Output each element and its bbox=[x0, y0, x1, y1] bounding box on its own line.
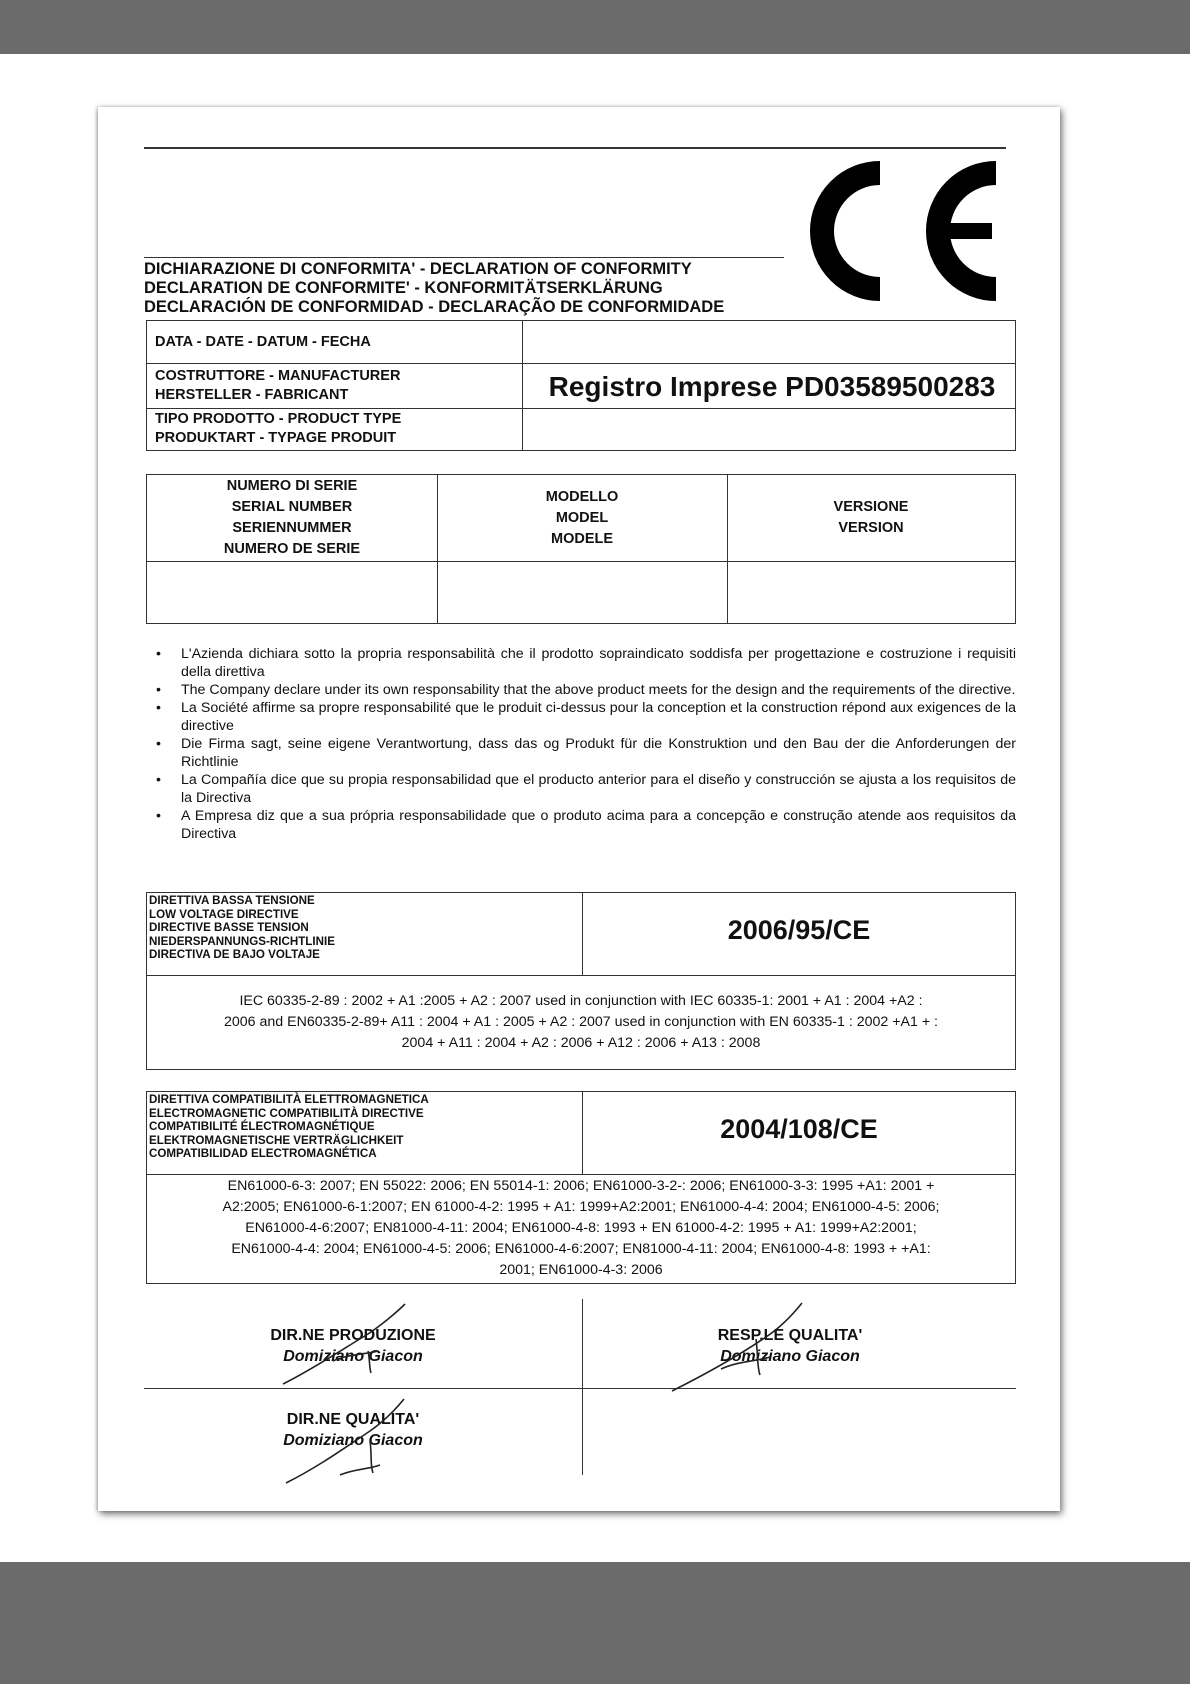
model-header: MODELLO MODEL MODELE bbox=[545, 488, 619, 547]
signature-scribble bbox=[278, 1395, 428, 1485]
emc-directive-table bbox=[146, 1091, 1016, 1284]
declaration-item: • La Compañía dice que su propia responsabilidad que el producto anterior para el diseño y construcción se ajusta a los requisitos de la Directiva bbox=[148, 771, 1016, 807]
version-header: VERSIONE VERSION bbox=[833, 499, 909, 536]
title-line: DECLARATION DE CONFORMITE' - KONFORMITÄTSERKLÄRUNG bbox=[144, 279, 663, 297]
signature-production: DIR.NE PRODUZIONE Domiziano Giacon bbox=[270, 1327, 436, 1365]
bottom-band bbox=[0, 1562, 1190, 1684]
declaration-item: • L'Azienda dichiara sotto la propria responsabilità che il prodotto sopraindicato soddisfa per progettazione e costruzione i requisiti della direttiva bbox=[148, 645, 1016, 681]
title-rule bbox=[144, 257, 784, 258]
serial-number-header: NUMERO DI SERIE SERIAL NUMBER SERIENNUMMER NUMERO DE SERIE bbox=[223, 478, 361, 557]
low-voltage-directive-names: DIRETTIVA BASSA TENSIONE LOW VOLTAGE DIRECTIVE DIRECTIVE BASSE TENSION NIEDERSPANNUNGS-RICHTLINIE DIRECTIVA DE BAJO VOLTAJE bbox=[149, 894, 335, 962]
declaration-item: • A Empresa diz que a sua própria responsabilidade que o produto acima para a concepção e construção atende aos requisitos da Directiva bbox=[148, 807, 1016, 843]
declaration-sheet bbox=[98, 107, 1060, 1511]
product-type-label: TIPO PRODOTTO - PRODUCT TYPE PRODUKTART - TYPAGE PRODUIT bbox=[155, 411, 402, 446]
title-line: DICHIARAZIONE DI CONFORMITA' - DECLARATION OF CONFORMITY bbox=[144, 260, 692, 278]
declaration-item: • La Société affirme sa propre responsabilité que le produit ci-dessus pour la conception et la construction répond aux exigences de la directive bbox=[148, 699, 1016, 735]
declaration-list bbox=[148, 645, 1016, 843]
signature-quality-director: DIR.NE QUALITA' Domiziano Giacon bbox=[283, 1411, 423, 1449]
low-voltage-standards: IEC 60335-2-89 : 2002 + A1 :2005 + A2 : 2007 used in conjunction with IEC 60335-1: 2001 + A1 : 2004 +A2 : 2006 and EN60335-2-89+ A11 : 2004 + A1 : 2005 + A2 : 2007 used in conjunction with EN 60335-1 : 2002 +A1 + : 2004 + A11 : 2004 + A2 : 2006 + A12 : 2006 + A13 : 2008 bbox=[224, 993, 938, 1051]
manufacturer-value: Registro Imprese PD03589500283 bbox=[548, 371, 996, 402]
product-table bbox=[146, 474, 1016, 624]
declaration-titles bbox=[144, 260, 844, 317]
date-label: DATA - DATE - DATUM - FECHA bbox=[155, 334, 371, 350]
title-line: DECLARACIÓN DE CONFORMIDAD - DECLARAÇÃO DE CONFORMIDADE bbox=[144, 298, 725, 316]
emc-directive-code: 2004/108/CE bbox=[720, 1114, 878, 1144]
low-voltage-directive-code: 2006/95/CE bbox=[727, 915, 871, 945]
signature-quality-responsible: RESP.LE QUALITA' Domiziano Giacon bbox=[717, 1327, 863, 1365]
signature-scribble bbox=[666, 1299, 826, 1394]
declaration-item: • The Company declare under its own responsability that the above product meets for the design and the requirements of the directive. bbox=[148, 681, 1016, 699]
low-voltage-directive-table bbox=[146, 892, 1016, 1070]
emc-directive-names: DIRETTIVA COMPATIBILITÀ ELETTROMAGNETICA ELECTROMAGNETIC COMPATIBILITÀ DIRECTIVE COMPATIBILITÉ ÉLECTROMAGNÉTIQUE ELEKTROMAGNETISCHE VERTRÄGLICHKEIT COMPATIBILIDAD ELECTROMAGNÉTICA bbox=[149, 1093, 429, 1161]
emc-standards: EN61000-6-3: 2007; EN 55022: 2006; EN 55014-1: 2006; EN61000-3-2-: 2006; EN61000-3-3: 1995 +A1: 2001 + A2:2005; EN61000-6-1:2007; EN 61000-4-2: 1995 + A1: 1999+A2:2001; EN61000-4-4: 2004; EN61000-4-5: 2006; EN61000-4-6:2007; EN81000-4-11: 2004; EN61000-4-8: 1993 + EN 61000-4-2: 1995 + A1: 1999+A2:2001; EN61000-4-4: 2004; EN61000-4-5: 2006; EN61000-4-6:2007; EN81000-4-11: 2004; EN61000-4-8: 1993 + +A1: 2001; EN61000-4-3: 2006 bbox=[222, 1178, 940, 1278]
info-table bbox=[146, 320, 1016, 451]
signature-scribble bbox=[273, 1299, 433, 1389]
declaration-item: • Die Firma sagt, seine eigene Verantwortung, dass das og Produkt für die Konstruktion und den Bau der die Anforderungen der Richtlinie bbox=[148, 735, 1016, 771]
manufacturer-label: COSTRUTTORE - MANUFACTURER HERSTELLER - FABRICANT bbox=[155, 368, 401, 403]
signature-divider-vertical bbox=[582, 1299, 583, 1475]
top-band bbox=[0, 0, 1190, 54]
top-rule bbox=[144, 147, 1006, 149]
